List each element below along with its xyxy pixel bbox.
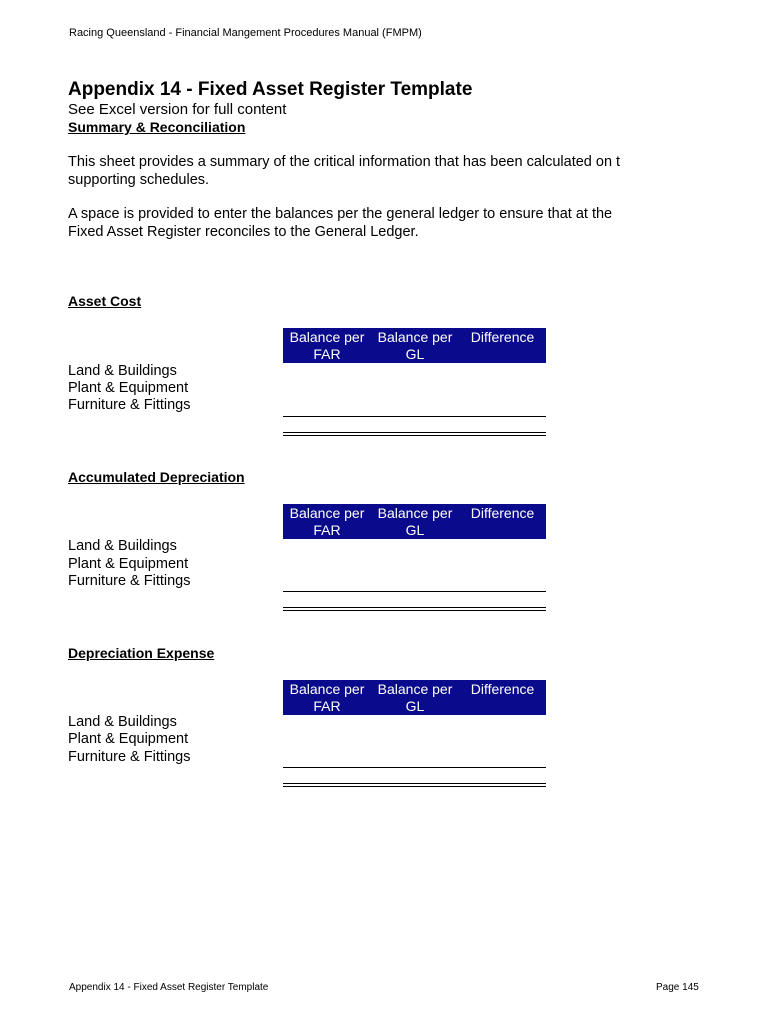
- page-header: Racing Queensland - Financial Mangement Procedures Manual (FMPM): [69, 27, 422, 39]
- footer-title: Appendix 14 - Fixed Asset Register Template: [69, 982, 269, 993]
- column-header-balance-far: Balance per FAR: [289, 329, 365, 362]
- summary-heading: Summary & Reconciliation: [68, 119, 246, 135]
- total-double-line: [283, 607, 546, 611]
- subtotal-line: [283, 767, 546, 768]
- total-double-line: [283, 432, 546, 436]
- column-header-balance-gl: Balance per GL: [377, 505, 453, 538]
- row-label-land-buildings: Land & Buildings: [68, 363, 177, 379]
- page-title: Appendix 14 - Fixed Asset Register Template: [68, 79, 473, 100]
- asset-cost-table-header: [283, 328, 546, 363]
- column-header-balance-gl: Balance per GL: [377, 681, 453, 714]
- total-double-line: [283, 783, 546, 787]
- subtotal-line: [283, 591, 546, 592]
- accumulated-depreciation-heading: Accumulated Depreciation: [68, 469, 245, 485]
- depreciation-expense-table-header: [283, 680, 546, 715]
- row-label-furniture-fittings: Furniture & Fittings: [68, 397, 191, 413]
- page-subtitle: See Excel version for full content: [68, 101, 287, 118]
- intro-paragraph-line: supporting schedules.: [68, 172, 210, 188]
- column-header-balance-far: Balance per FAR: [289, 681, 365, 714]
- subtotal-line: [283, 416, 546, 417]
- depreciation-expense-heading: Depreciation Expense: [68, 645, 215, 661]
- column-header-balance-gl: Balance per GL: [377, 329, 453, 362]
- page-number: Page 145: [656, 982, 699, 993]
- reconcile-paragraph: [68, 205, 624, 241]
- row-label-land-buildings: Land & Buildings: [68, 714, 177, 730]
- intro-paragraph-line: This sheet provides a summary of the critical information that has been calculated on t: [68, 154, 621, 170]
- column-header-difference: Difference: [470, 681, 535, 697]
- row-label-plant-equipment: Plant & Equipment: [68, 731, 189, 747]
- column-header-difference: Difference: [470, 505, 535, 521]
- row-label-land-buildings: Land & Buildings: [68, 538, 177, 554]
- intro-paragraph: [68, 153, 624, 189]
- asset-cost-heading: Asset Cost: [68, 293, 142, 309]
- column-header-balance-far: Balance per FAR: [289, 505, 365, 538]
- row-label-furniture-fittings: Furniture & Fittings: [68, 749, 191, 765]
- row-label-plant-equipment: Plant & Equipment: [68, 380, 189, 396]
- row-label-furniture-fittings: Furniture & Fittings: [68, 573, 191, 589]
- accumulated-depreciation-table-header: [283, 504, 546, 539]
- reconcile-paragraph-line: A space is provided to enter the balances per the general ledger to ensure that at the: [68, 206, 613, 222]
- reconcile-paragraph-line: Fixed Asset Register reconciles to the General Ledger.: [68, 224, 419, 240]
- column-header-difference: Difference: [470, 329, 535, 345]
- row-label-plant-equipment: Plant & Equipment: [68, 556, 189, 572]
